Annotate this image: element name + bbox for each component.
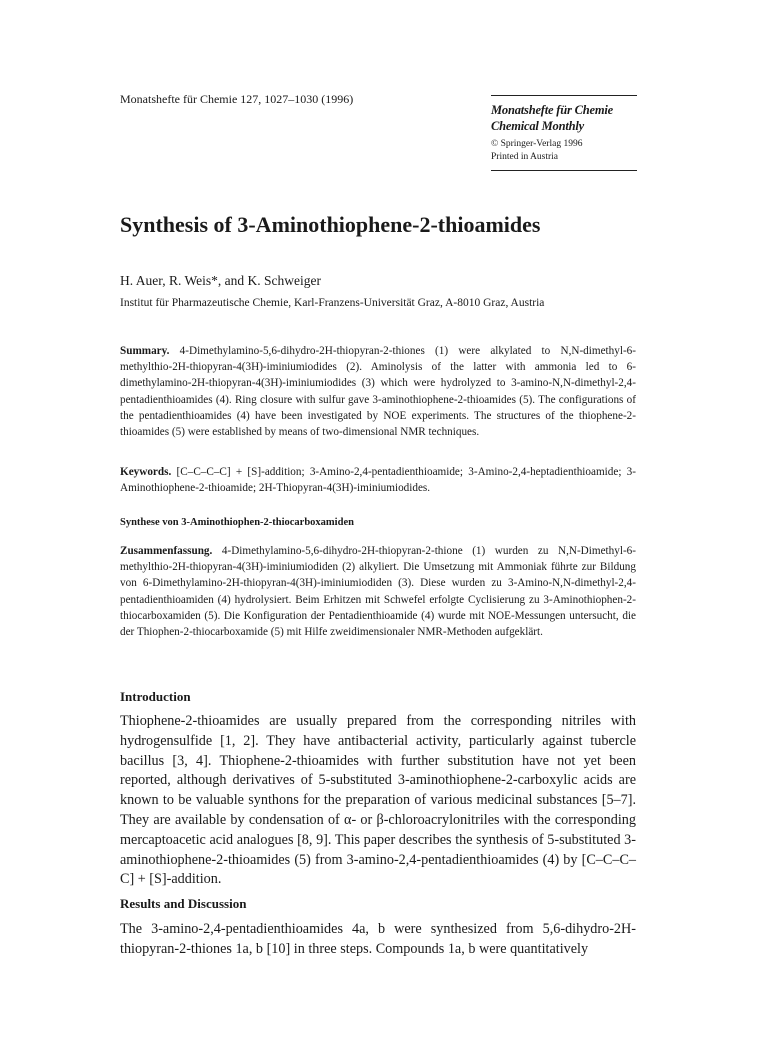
- introduction-text: Thiophene-2-thioamides are usually prepared from the corresponding nitriles with hydrogensulfide [1, 2]. They have antibacterial activity, particularly against tubercle bacillus [3, 4]. Thiophene-2-thioamides with further substitution have not yet been reported, although derivatives of 5-substituted 3-aminothiophene-2-carboxylic acids are known to be valuable synthons for the preparation of various medicinal substances [5–7]. They are available by condensation of α- or β-chloroacrylonitriles with the corresponding mercaptoacetic acid analogues [8, 9]. This paper describes the synthesis of 5-substituted 3-aminothiophene-2-thioamides (5) from 3-amino-2,4-pentadienthioamides (4) by [C–C–C–C] + [S]-addition.: [120, 713, 636, 888]
- zusammenfassung-label: Zusammenfassung.: [120, 545, 213, 557]
- results-heading: Results and Discussion: [120, 896, 247, 911]
- copyright-line: © Springer-Verlag 1996: [491, 139, 583, 149]
- summary-label: Summary.: [120, 345, 170, 357]
- keywords-label: Keywords.: [120, 466, 172, 478]
- printed-line: Printed in Austria: [491, 152, 559, 162]
- zusammenfassung-paragraph: [120, 543, 636, 640]
- bottom-rule: [491, 170, 637, 171]
- keywords-text: [C–C–C–C] + [S]-addition; 3-Amino-2,4-pentadienthioamide; 3-Amino-2,4-heptadienthioamide; 3-Aminothiophene-2-thioamide; 2H-Thiopyran-4(3H)-iminiumiodides.: [120, 466, 636, 495]
- authors: H. Auer, R. Weis*, and K. Schweiger: [120, 273, 321, 288]
- keywords-paragraph: [120, 464, 636, 496]
- german-title: Synthese von 3-Aminothiophen-2-thiocarboxamiden: [120, 517, 354, 528]
- results-text: The 3-amino-2,4-pentadienthioamides 4a, b were synthesized from 5,6-dihydro-2H-thiopyran-2-thiones 1a, b [10] in three steps. Compounds 1a, b were quantitatively: [120, 921, 636, 957]
- summary-paragraph: [120, 343, 636, 440]
- journal-logo-english: Chemical Monthly: [491, 119, 584, 133]
- journal-citation: Monatshefte für Chemie 127, 1027–1030 (1996): [120, 92, 354, 106]
- paper-title: Synthesis of 3-Aminothiophene-2-thioamides: [120, 212, 541, 237]
- journal-logo-block: [491, 95, 637, 171]
- affiliation: Institut für Pharmazeutische Chemie, Karl-Franzens-Universität Graz, A-8010 Graz, Austria: [120, 297, 545, 309]
- journal-logo-german: Monatshefte für Chemie: [491, 103, 613, 117]
- zusammenfassung-text: 4-Dimethylamino-5,6-dihydro-2H-thiopyran-2-thione (1) wurden zu N,N-Dimethyl-6-methylthio-2H-thiopyran-4(3H)-iminiumiodiden (2) alkyliert. Die Umsetzung mit Ammoniak führte zur Bildung von 6-Dimethylamino-2H-thiopyran-4(3H)-iminiumiodiden (3). Diese wurden zu 3-Amino-N,N-dimethyl-2,4-pentadienthioamiden (4) hydrolysiert. Beim Erhitzen mit Schwefel erfolgte Cyclisierung zu 3-Aminothiophen-2-thiocarboxamiden (5). Die Konfiguration der Pentadienthioamide (4) wurde mit NOE-Messungen untersucht, die der Thiophen-2-thiocarboxamide (5) mit Hilfe zweidimensionaler NMR-Methoden aufgeklärt.: [120, 545, 636, 639]
- introduction-heading: Introduction: [120, 689, 191, 704]
- summary-text: 4-Dimethylamino-5,6-dihydro-2H-thiopyran-2-thiones (1) were alkylated to N,N-dimethyl-6-methylthio-2H-thiopyran-4(3H)-iminiumiodides (2). Aminolysis of the latter with ammonia led to 6-dimethylamino-2H-thiopyran-4(3H)-iminiumiodides (3) which were hydrolyzed to 3-amino-N,N-dimethyl-2,4-pentadienthioamides (4). Ring closure with sulfur gave 3-aminothiophene-2-thioamides (5). The configurations of the pentadienthioamides (4) have been investigated by NOE experiments. The structures of the thiophene-2-thioamides (5) were established by means of two-dimensional NMR techniques.: [120, 345, 636, 439]
